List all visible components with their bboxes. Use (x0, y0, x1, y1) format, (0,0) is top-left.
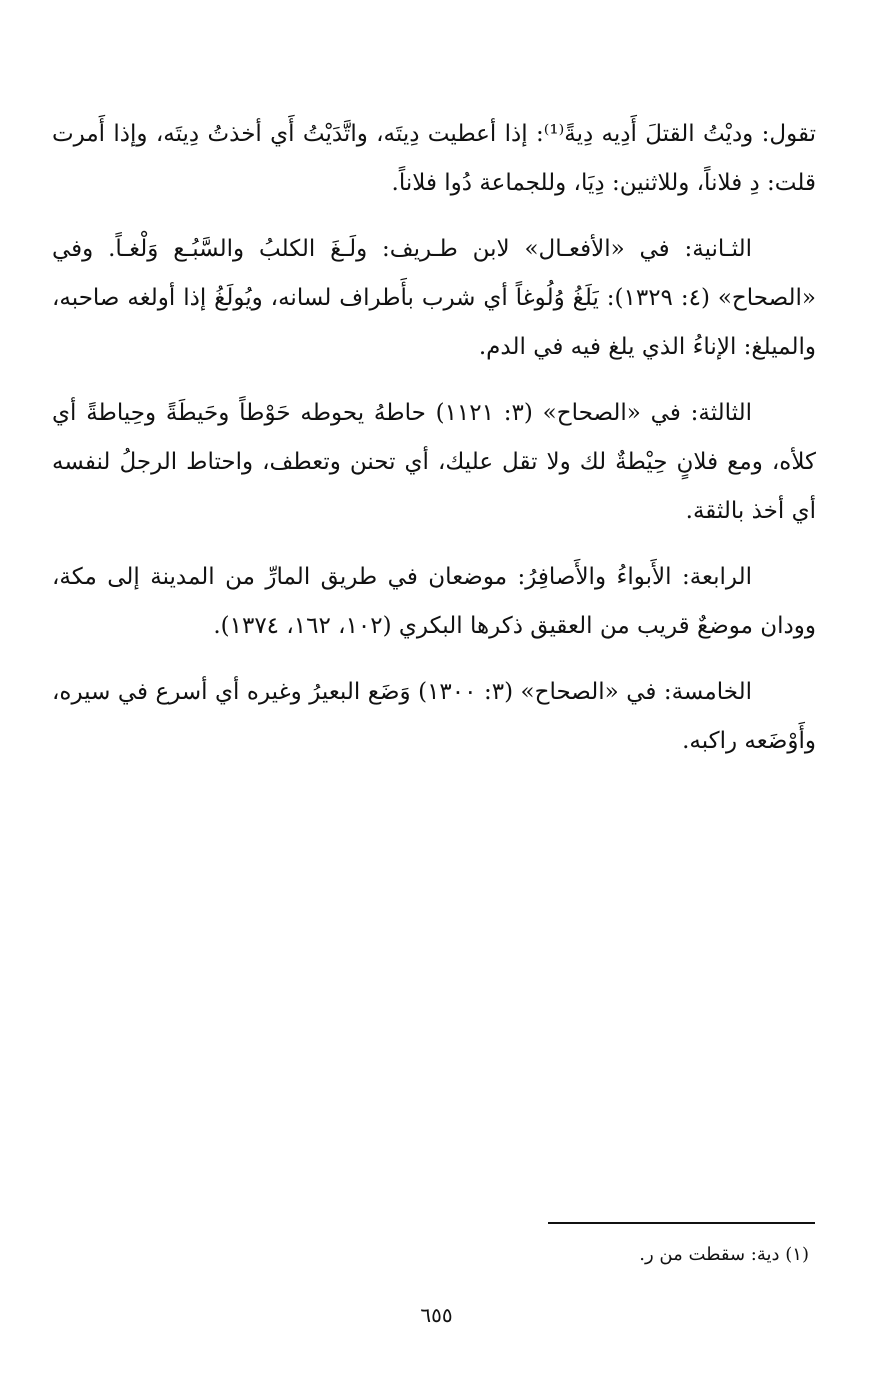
page-number: ٦٥٥ (420, 1303, 453, 1327)
footnote-divider (548, 1222, 815, 1224)
paragraph-1: تقول: وديْتُ القتلَ أَدِيه دِيةً⁽¹⁾: إذا أعطيت دِيتَه، واتَّدَيْتُ أَي أخذتُ دِيتَه، وإذا أَمرت قلت: دِ فلاناً، وللاثنين: دِيَا، وللجماعة دُوا فلاناً. (52, 121, 816, 196)
paragraph-5: الخامسة: في «الصحاح» (٣: ١٣٠٠) وَضَع البعيرُ وغيره أي أسرع في سيره، وأَوْضَعه راكبه. (52, 679, 816, 754)
paragraph-4: الرابعة: الأَبواءُ والأَصافِرُ: موضعان في طريق المارِّ من المدينة إلى مكة، وودان موضعٌ قريب من العقيق ذكرها البكري (١٠٢، ١٦٢، ١٣٧٤). (52, 564, 816, 639)
paragraph-2: الثـانية: في «الأفعـال» لابن طـريف: ولَـغَ الكلبُ والسَّبُـع وَلْغـاً. وفي «الصحاح» (٤: ١٣٢٩): يَلَغُ وُلُوغاً أي شرب بأَطراف لسانه، ويُولَغُ إذا أولغه صاحبه، والميلغ: الإناءُ الذي يلغ فيه في الدم. (52, 236, 817, 360)
paragraph-3: الثالثة: في «الصحاح» (٣: ١١٢١) حاطهُ يحوطه حَوْطاً وحَيطَةً وحِياطةً أي كلأه، ومع فلانٍ حِيْطةٌ لك ولا تقل عليك، أي تحنن وتعطف، واحتاط الرجلُ لنفسه أي أخذ بالثقة. (52, 400, 816, 524)
footnote: (١) دية: سقطت من ر. (639, 1244, 809, 1265)
main-text (52, 110, 816, 783)
